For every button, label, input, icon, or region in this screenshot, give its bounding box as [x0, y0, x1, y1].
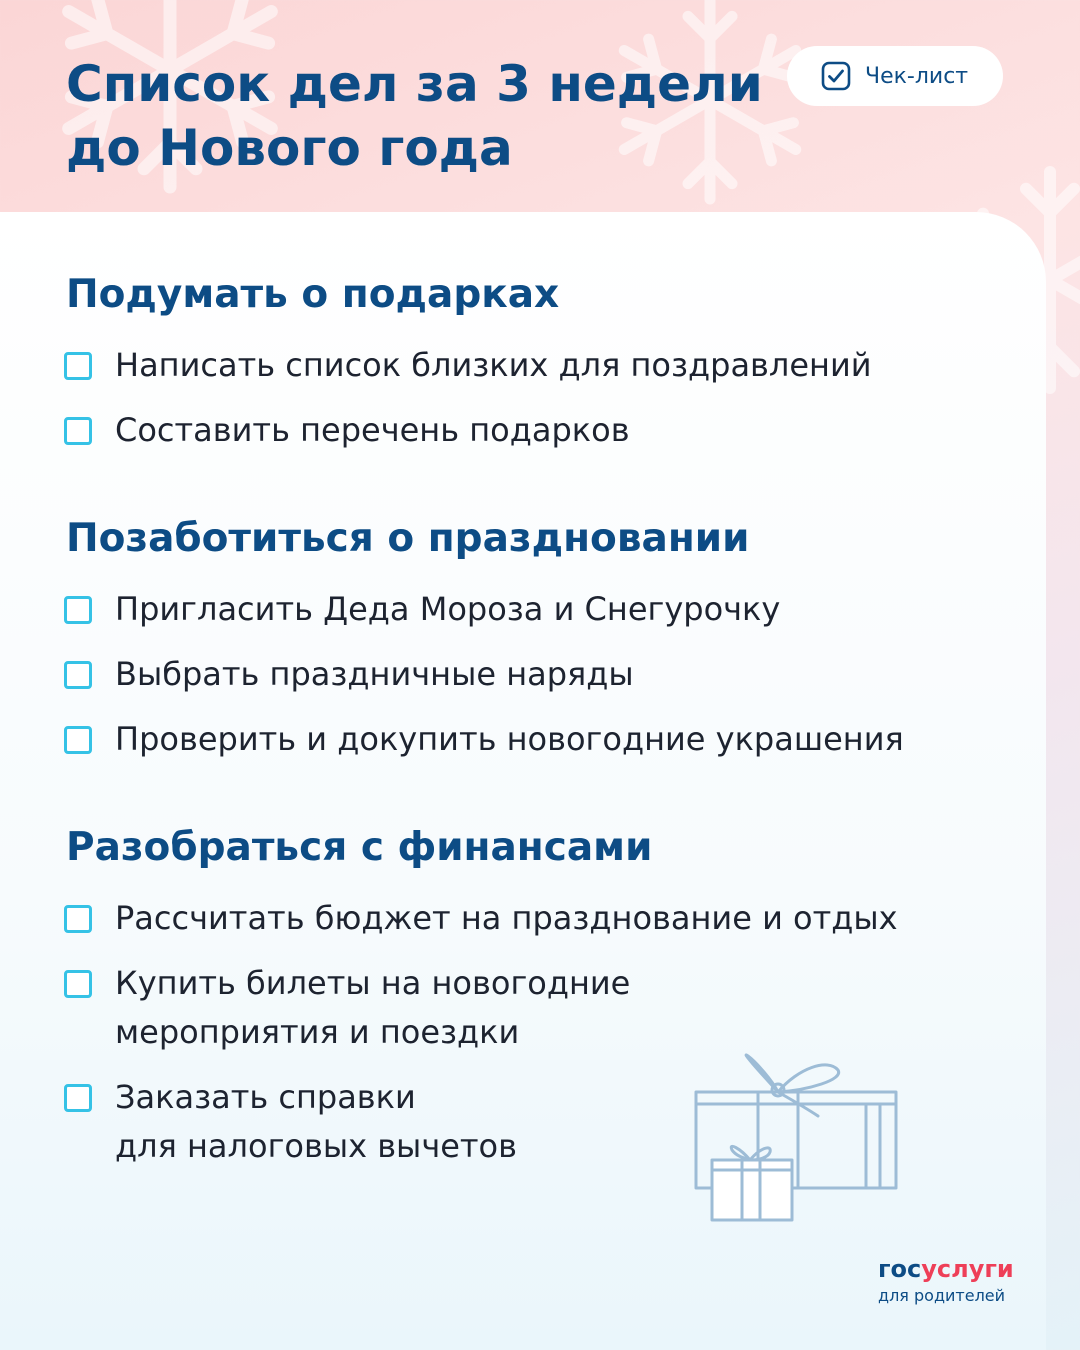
checklist-item[interactable] [64, 406, 964, 455]
checklist-item[interactable] [64, 341, 964, 390]
checkbox[interactable] [64, 596, 92, 624]
checklist-item[interactable] [64, 894, 964, 943]
page-title-line: до Нового года [66, 119, 513, 177]
gift-boxes-icon [688, 1050, 918, 1225]
checklist-item-label: Выбрать праздничные наряды [115, 655, 634, 693]
checkbox-checked-icon [821, 61, 851, 91]
page-title-line: Список дел за 3 недели [66, 55, 763, 113]
section-title-finance: Разобраться с финансами [66, 825, 653, 870]
checkbox[interactable] [64, 905, 92, 933]
checklist-item[interactable] [64, 959, 964, 1057]
page-title [66, 52, 766, 180]
checklist-item[interactable] [64, 650, 964, 699]
checklist-item-label: Проверить и докупить новогодние украшения [115, 720, 904, 758]
checklist-item[interactable] [64, 585, 964, 634]
checkbox[interactable] [64, 661, 92, 689]
section-title-gifts: Подумать о подарках [66, 272, 560, 317]
checklist-item-label: Заказать справки для налоговых вычетов [115, 1078, 517, 1165]
checklist-item-label: Рассчитать бюджет на празднование и отдых [115, 899, 898, 937]
checklist-item-label: Составить перечень подарков [115, 411, 630, 449]
checklist-item-label: Написать список близких для поздравлений [115, 346, 872, 384]
brand-subtitle: для родителей [878, 1286, 1006, 1305]
checkbox[interactable] [64, 352, 92, 380]
checklist-item-label: Купить билеты на новогодние мероприятия и поездки [115, 964, 631, 1051]
badge-label: Чек-лист [865, 63, 969, 89]
gosuslugi-logo [878, 1255, 1014, 1305]
checklist-item-label: Пригласить Деда Мороза и Снегурочку [115, 590, 781, 628]
brand-name: госуслуги [878, 1255, 1014, 1283]
checklist-item[interactable] [64, 715, 964, 764]
checkbox[interactable] [64, 1084, 92, 1112]
checklist-badge [787, 46, 1003, 106]
checkbox[interactable] [64, 970, 92, 998]
checkbox[interactable] [64, 726, 92, 754]
section-title-celebration: Позаботиться о праздновании [66, 516, 750, 561]
checkbox[interactable] [64, 417, 92, 445]
